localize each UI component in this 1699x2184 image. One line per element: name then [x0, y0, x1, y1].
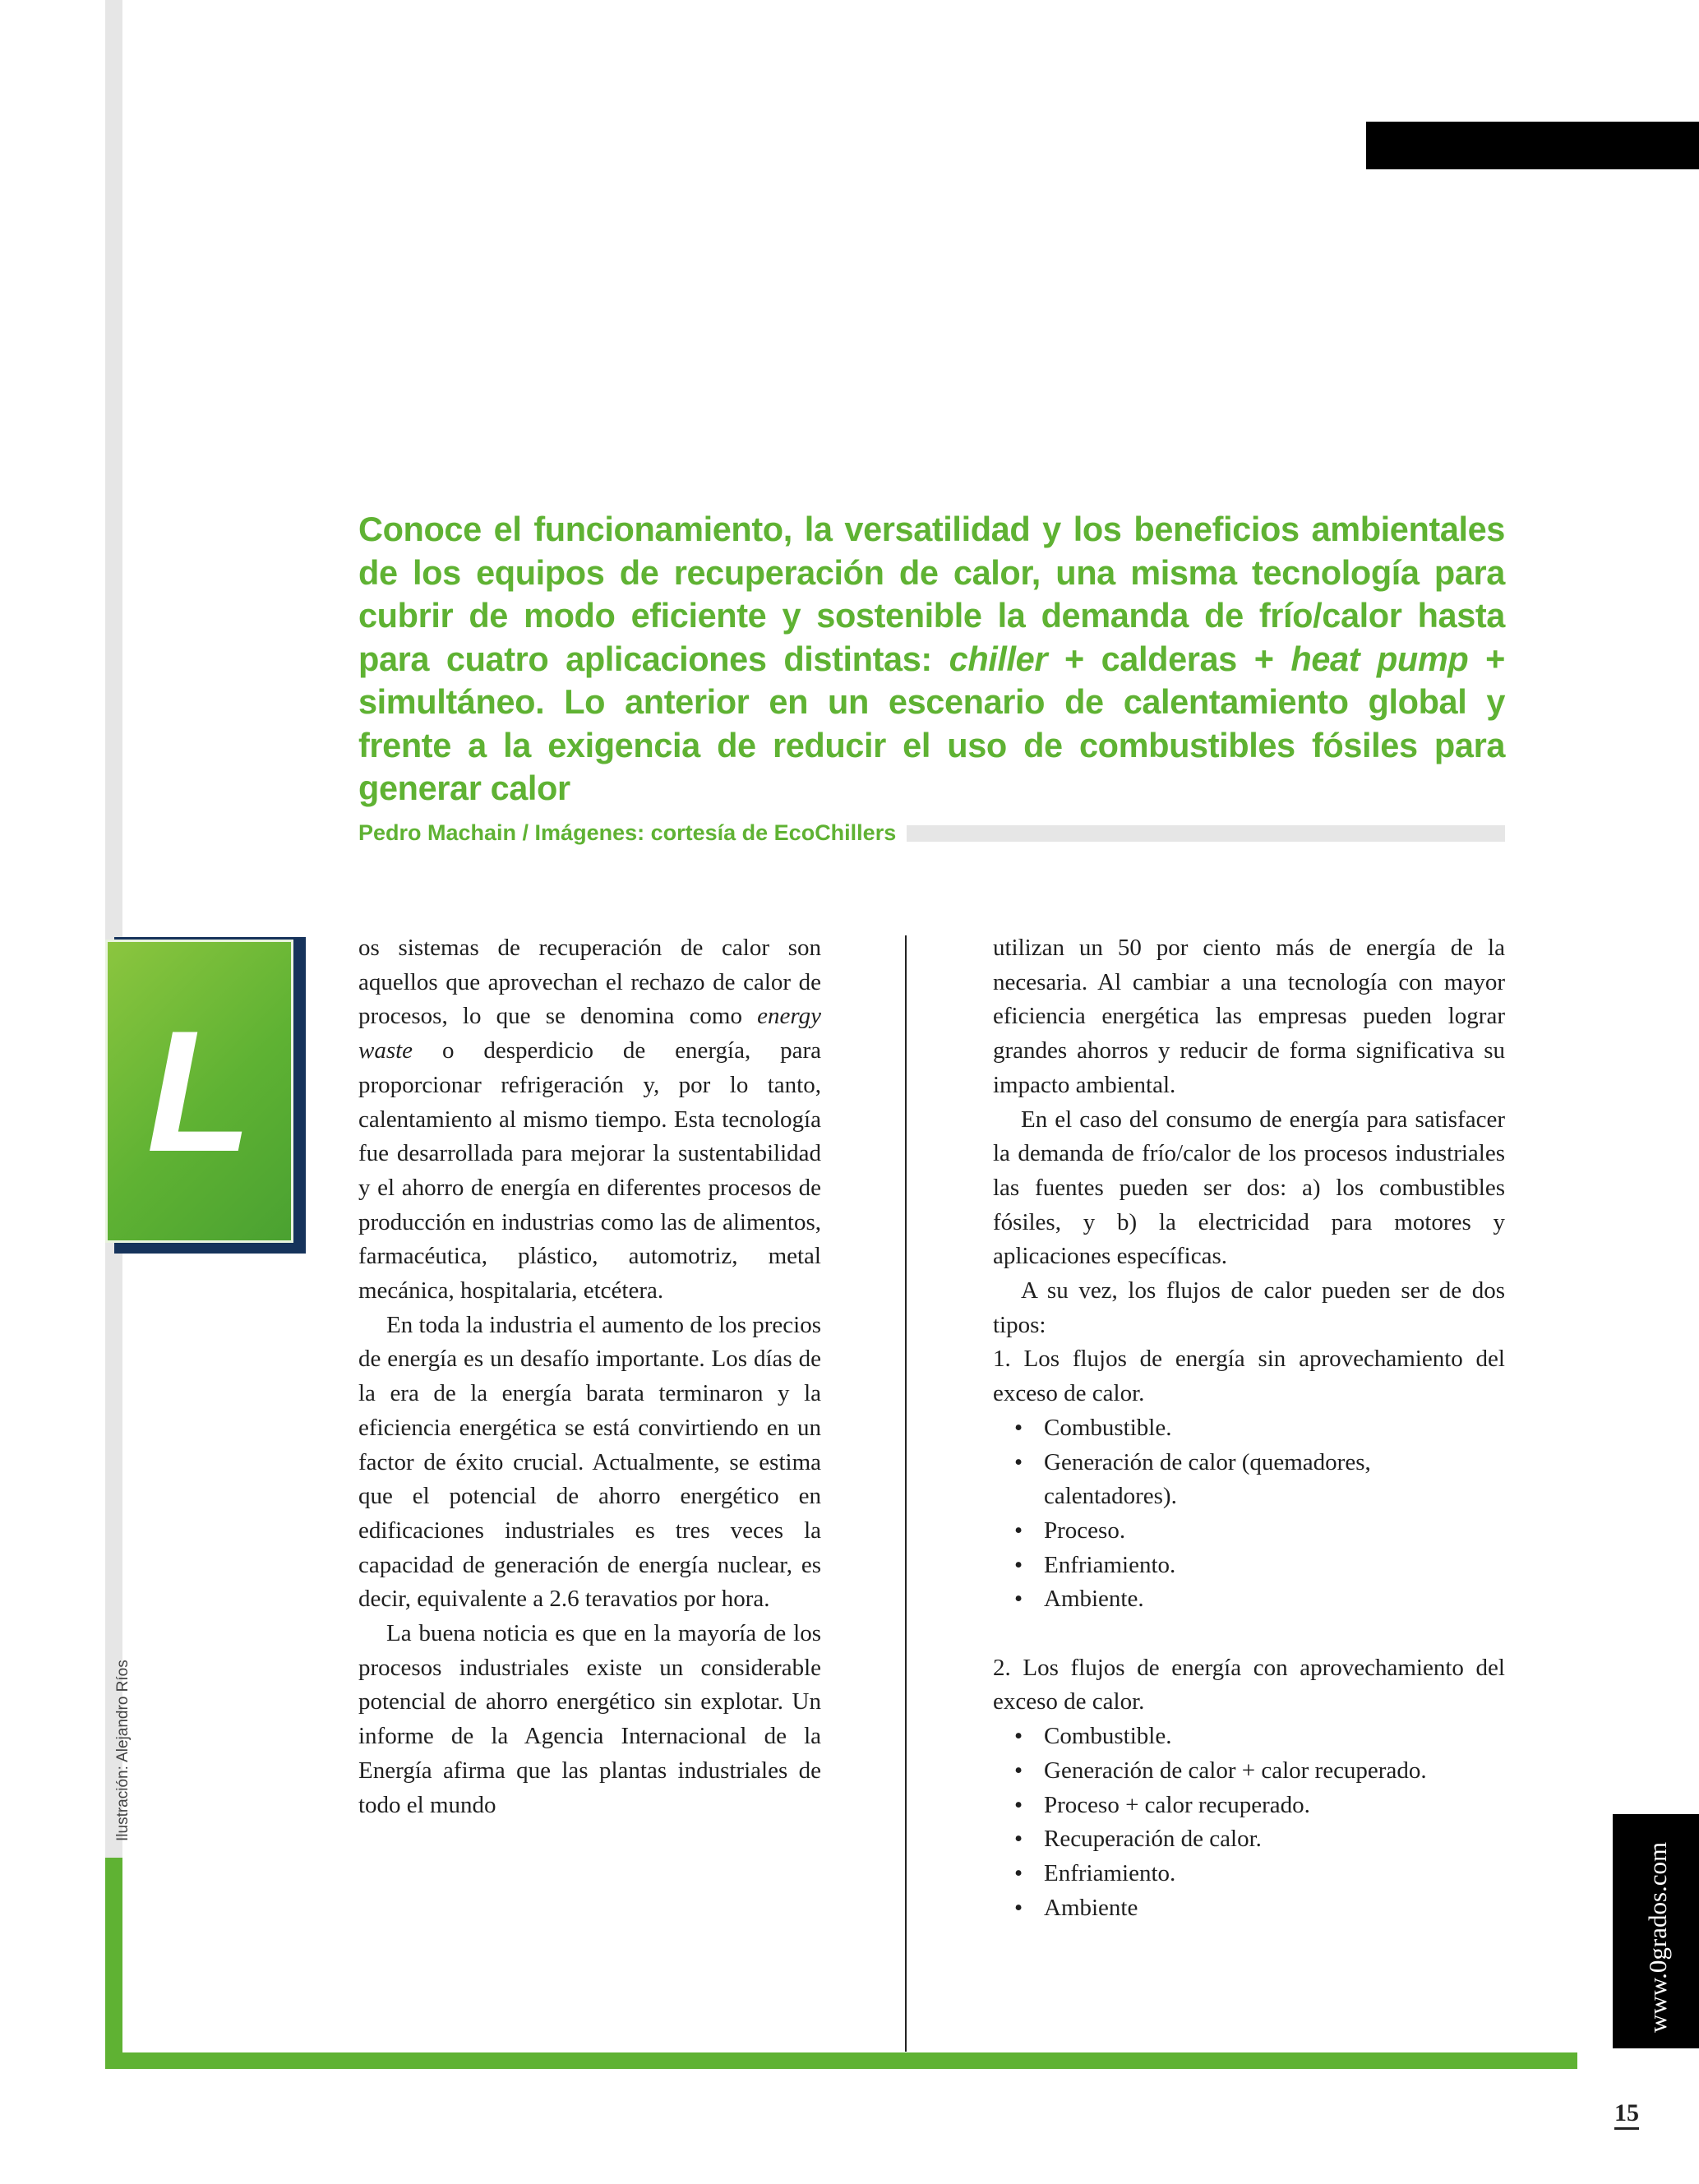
- list-item: • Combustible.: [1014, 1411, 1505, 1446]
- right-paragraph-3: A su vez, los flujos de calor pueden ser de dos tipos:: [993, 1277, 1505, 1338]
- column-divider: [905, 935, 907, 2052]
- lead-italic-heat-pump: heat pump: [1290, 639, 1469, 678]
- website-url: www.0grados.com: [1643, 1841, 1672, 2033]
- list-item: • Generación de calor (quemadores, calentadores).: [1014, 1446, 1505, 1514]
- article-column-left: [358, 931, 821, 1822]
- list-item: • Ambiente: [1014, 1891, 1505, 1926]
- article-lead: [358, 508, 1505, 810]
- list-item: • Proceso.: [1014, 1514, 1505, 1549]
- dropcap-letter: L: [146, 994, 252, 1188]
- article-byline: Pedro Machain / Imágenes: cortesía de EcoChillers: [358, 820, 897, 845]
- list-item: • Combustible.: [1014, 1720, 1505, 1754]
- left-paragraph-3: La buena noticia es que en la mayoría de los procesos industriales existe un considerable potencial de ahorro energético sin explotar. Un informe de la Agencia Internacional de la Energía afirma que las plantas industriales de todo el mundo: [358, 1620, 821, 1818]
- list-item: • Recuperación de calor.: [1014, 1822, 1505, 1857]
- top-section-bar: [1366, 122, 1699, 169]
- right-paragraph-1: utilizan un 50 por ciento más de energía de la necesaria. Al cambiar a una tecnología con mayor eficiencia energética las empresas pueden lograr grandes ahorros y reducir de forma significativa su impacto ambiental.: [993, 935, 1505, 1098]
- left-margin-green-strip: [105, 1858, 122, 2069]
- lead-text-2: + calderas +: [1047, 639, 1291, 678]
- list-item: • Proceso + calor recuperado.: [1014, 1789, 1505, 1823]
- bottom-green-rule: [105, 2052, 1577, 2069]
- lead-italic-chiller: chiller: [949, 639, 1048, 678]
- list-item: • Generación de calor + calor recuperado.: [1014, 1754, 1505, 1789]
- illustration-credit: Ilustración: Alejandro Ríos: [114, 1660, 132, 1841]
- list2-heading: 2. Los flujos de energía con aprovechamiento del exceso de calor.: [993, 1654, 1505, 1715]
- left-p1-text-b: o desperdicio de energía, para proporcionar refrigeración y, por lo tanto, calentamiento al mismo tiempo. Esta tecnología fue desarrollada para mejorar la sustentabilidad y el ahorro de energía en diferentes procesos de producción en industrias como las de alimentos, farmacéutica, plástico, automotriz, metal mecánica, hospitalaria, etcétera.: [358, 1037, 821, 1304]
- article-column-right: [993, 931, 1505, 1925]
- left-paragraph-2: En toda la industria el aumento de los precios de energía es un desafío importante. Los días de la era de la energía barata terminaron y la eficiencia energética se está convirtiendo en un factor de éxito crucial. Actualmente, se estima que el potencial de ahorro energético en edificaciones industriales es tres veces la capacidad de generación de energía nuclear, es decir, equivalente a 2.6 teravatios por hora.: [358, 1311, 821, 1613]
- list1: [993, 1411, 1505, 1617]
- left-paragraph-1: [358, 931, 821, 1309]
- right-paragraph-2: En el caso del consumo de energía para satisfacer la demanda de frío/calor de los procesos industriales las fuentes pueden ser dos: a) los combustibles fósiles, y b) la electricidad para motores y aplicaciones específicas.: [993, 1106, 1505, 1270]
- list1-heading: 1. Los flujos de energía sin aprovechamiento del exceso de calor.: [993, 1346, 1505, 1407]
- list-item: • Enfriamiento.: [1014, 1549, 1505, 1583]
- list2: [993, 1720, 1505, 1925]
- list-gap: [993, 1617, 1505, 1651]
- lead-text-1: Conoce el funcionamiento, la versatilidad y los beneficios ambientales de los equipos de recuperación de calor, una misma tecnología para cubrir de modo eficiente y sostenible la demanda de frío/calor hasta para cuatro aplicaciones distintas:: [358, 510, 1505, 678]
- left-margin-gray-strip: [105, 0, 122, 1858]
- list-item: • Enfriamiento.: [1014, 1857, 1505, 1891]
- lead-text-3: + simultáneo. Lo anterior en un escenario de calentamiento global y frente a la exigencia de reducir el uso de combustibles fósiles para generar calor: [358, 639, 1506, 807]
- website-tab: [1613, 1814, 1699, 2048]
- page-number: 15: [1614, 2099, 1639, 2130]
- left-p1-italic-term: energy waste: [358, 1003, 821, 1064]
- dropcap-box: [105, 940, 293, 1243]
- left-p1-text-a: os sistemas de recuperación de calor son aquellos que aprovechan el rechazo de calor de procesos, lo que se denomina como: [358, 935, 821, 1030]
- byline-gray-rule: [907, 825, 1505, 842]
- list-item: • Ambiente.: [1014, 1582, 1505, 1617]
